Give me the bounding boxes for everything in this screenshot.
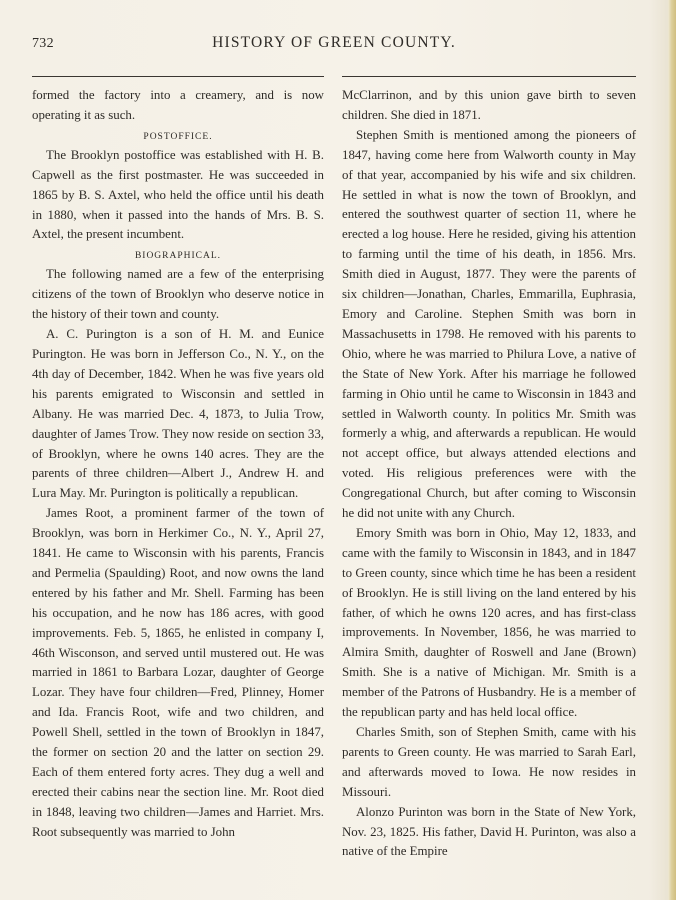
running-title: HISTORY OF GREEN COUNTY. [212,34,456,51]
right-column [342,86,636,862]
paragraph: James Root, a prominent farmer of the town of Brooklyn, was born in Herkimer Co., N. Y., April 27, 1841. He came to Wisconsin with his parents, Francis and Permelia (Spaulding) Root, and now owns the land entered by his father and Mr. Shell. Farming has been his occupation, and he now has 186 acres, with good improvements. Feb. 5, 1865, he enlisted in company I, 46th Wisconson, and served until mustered out. He was married in 1861 to Barbara Lozar, daughter of George Lozar. They have four children—Fred, Plinney, Homer and Ida. Francis Root, wife and two children, and Powell Shell, settled in the town of Brooklyn in 1847, the former on section 20 and the latter on section 29. Each of them entered forty acres. They dug a well and erected their cabins near the section line. Mr. Root died in 1848, leaving two children—James and Harriet. Mrs. Root subsequently was married to John [32,506,324,839]
paragraph: Charles Smith, son of Stephen Smith, came with his parents to Green county. He was married to Sarah Earl, and afterwards moved to Iowa. He now resides in Missouri. [342,725,636,799]
paragraph: Emory Smith was born in Ohio, May 12, 1833, and came with the family to Wisconsin in 1843, and in 1847 to Green county, since which time he has been a resident of Brooklyn. He is still living on the land entered by his father, of which he owns 120 acres, and has first-class improvements. In November, 1856, he was married to Almira Smith, daughter of Roswell and Jane (Brown) Smith. She is a native of Michigan. Mr. Smith is a member of the Patrons of Husbandry. He is a member of the republican party and has held local office. [342,525,636,720]
paragraph: The following named are a few of the enterprising citizens of the town of Brooklyn who deserve notice in the history of their town and county. [32,267,324,322]
paragraph: A. C. Purington is a son of H. M. and Eunice Purington. He was born in Jefferson Co., N. Y., on the 4th day of December, 1842. When he was five years old his parents emigrated to Wisconsin and settled in Albany. He was married Dec. 4, 1873, to Julia Trow, daughter of James Trow. They now reside on section 33, of Brooklyn, where he owns 140 acres. They are the parents of three children—Albert J., Andrew H. and Lura May. Mr. Purington is politically a republican. [32,327,324,501]
header-rule-right [342,76,636,77]
section-heading-postoffice: POSTOFFICE. [143,131,213,142]
section-heading-biographical: BIOGRAPHICAL. [134,251,222,262]
header-rule-left [32,76,324,77]
page-number: 732 [32,36,54,51]
page-edge [668,0,676,900]
paragraph: McClarrinon, and by this union gave birth to seven children. She died in 1871. [342,88,636,122]
paragraph: Stephen Smith is mentioned among the pioneers of 1847, having come here from Walworth county in May of that year, accompanied by his wife and six children. He settled in what is now the town of Brooklyn, and entered the southwest quarter of section 11, where he erected a log house. Here he resided, giving his attention to farming until the time of his death, in 1856. Mrs. Smith died in August, 1877. They were the parents of six children—Jonathan, Charles, Emmarilla, Euphrasia, Emory and Caroline. Stephen Smith was born in Massachusetts in 1798. He removed with his parents to Ohio, where he was married to Philura Love, a native of the State of New York. After his marriage he followed farming in Ohio until he came to Wisconsin in 1843 and settled in Walworth county. In politics Mr. Smith was formerly a whig, and afterwards a republican. He would not accept office, but always attended elections and voted. His religious preferences were with the Congregational Church, but after coming to Wisconsin he did not unite with any Church. [342,127,636,521]
page-header [32,34,636,56]
paragraph: Alonzo Purinton was born in the State of New York, Nov. 23, 1825. His father, David H. Purinton, was also a native of the Empire [342,804,636,859]
paragraph: The Brooklyn postoffice was established with H. B. Capwell as the first postmaster. He was succeeded in 1865 by B. S. Axtel, who held the office until his death in 1880, when it passed into the hands of Mrs. B. S. Axtel, the present incumbent. [32,147,324,242]
paragraph: formed the factory into a creamery, and is now operating it as such. [32,88,324,122]
left-column [32,86,324,843]
